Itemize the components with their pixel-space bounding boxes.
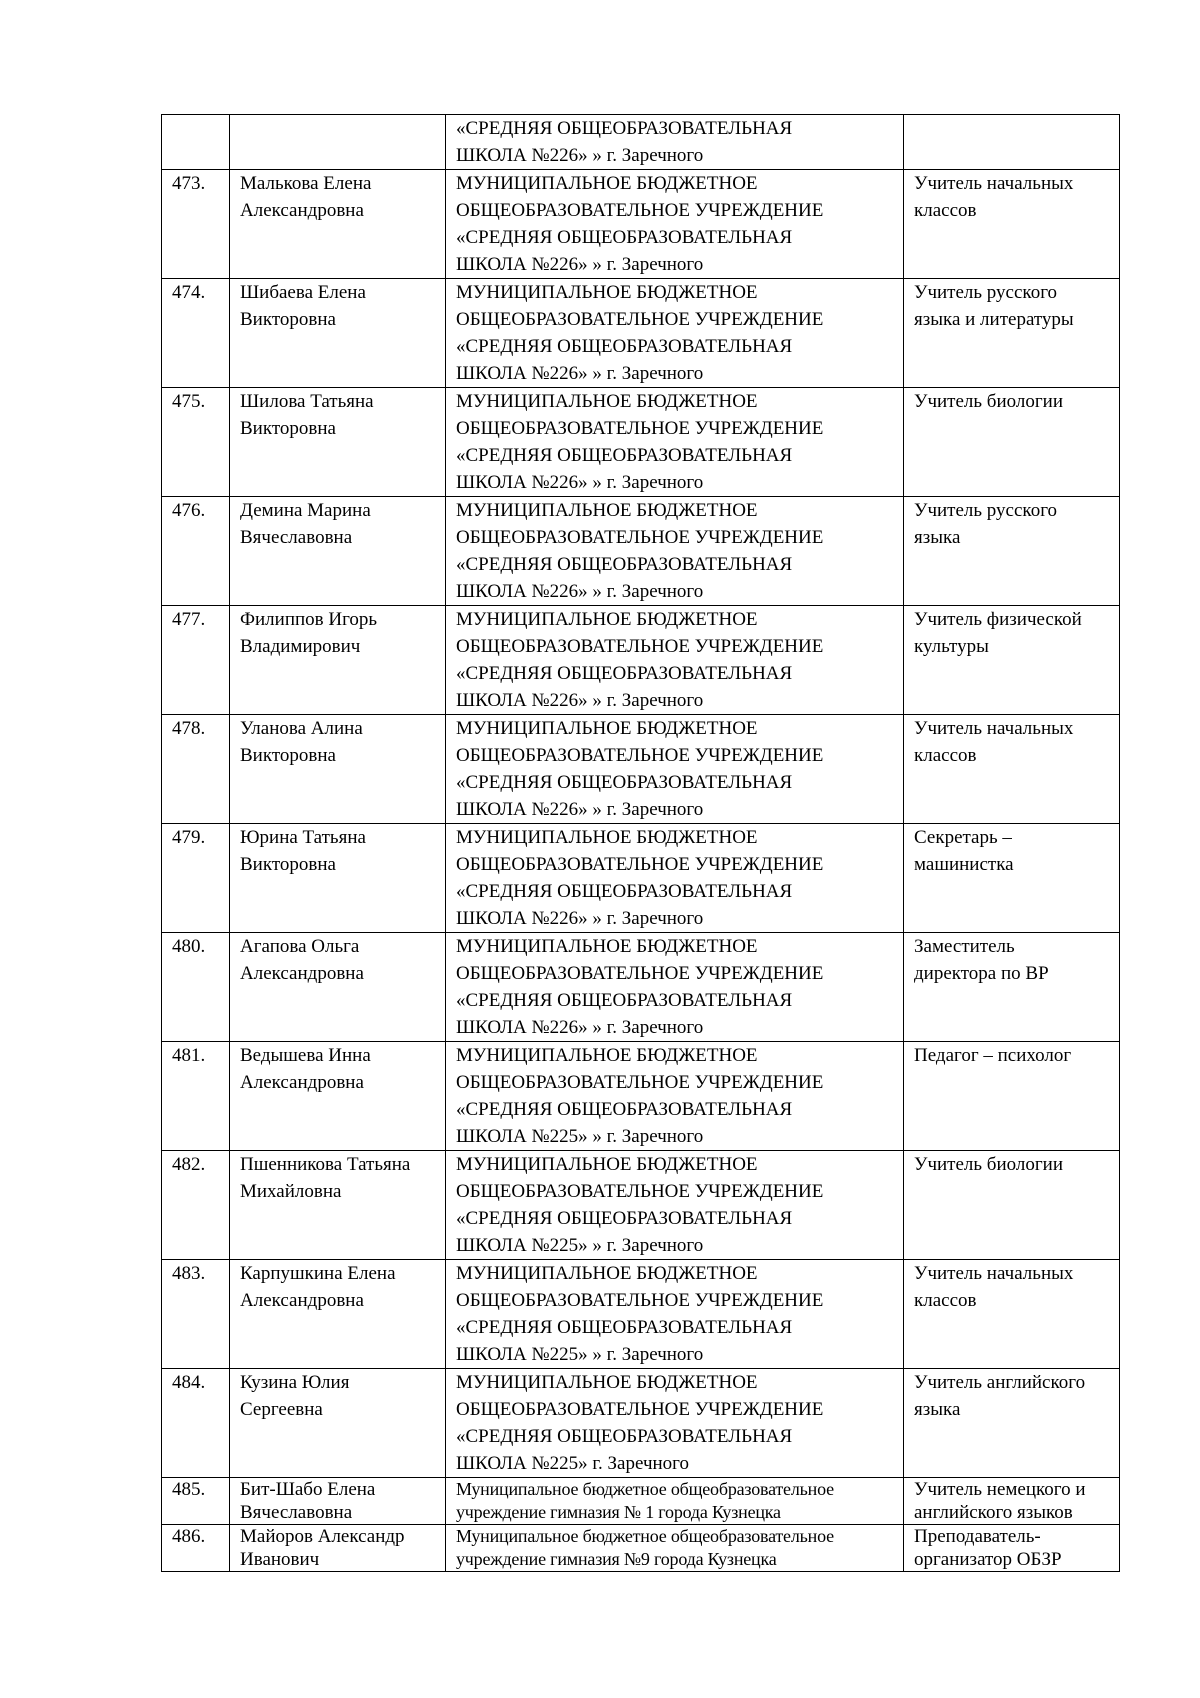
row-number-cell: [162, 933, 230, 1042]
row-number: 477.: [172, 609, 206, 630]
position-line: Заместитель: [914, 936, 1015, 957]
table-row: [162, 933, 1120, 1042]
row-number: 475.: [172, 391, 206, 412]
organization-line: ОБЩЕОБРАЗОВАТЕЛЬНОЕ УЧРЕЖДЕНИЕ: [456, 418, 824, 439]
name-line: Александровна: [240, 1290, 364, 1311]
position-cell: [904, 388, 1120, 497]
position-line: директора по ВР: [914, 963, 1049, 984]
organization-line: МУНИЦИПАЛЬНОЕ БЮДЖЕТНОЕ: [456, 609, 758, 630]
name-line: Кузина Юлия: [240, 1372, 350, 1393]
position-line: Учитель начальных: [914, 1263, 1074, 1284]
organization-cell: [446, 715, 904, 824]
organization-cell: [446, 1369, 904, 1478]
organization-line: ШКОЛА №226» » г. Заречного: [456, 581, 704, 602]
organization-line: ОБЩЕОБРАЗОВАТЕЛЬНОЕ УЧРЕЖДЕНИЕ: [456, 854, 824, 875]
row-number-cell: [162, 279, 230, 388]
name-cell: [230, 1042, 446, 1151]
row-number-cell: [162, 824, 230, 933]
table-row: [162, 715, 1120, 824]
organization-line: «СРЕДНЯЯ ОБЩЕОБРАЗОВАТЕЛЬНАЯ: [456, 990, 793, 1011]
row-number: 482.: [172, 1154, 206, 1175]
row-number-cell: [162, 1369, 230, 1478]
organization-line: ШКОЛА №226» » г. Заречного: [456, 472, 704, 493]
organization-line: МУНИЦИПАЛЬНОЕ БЮДЖЕТНОЕ: [456, 1372, 758, 1393]
organization-line: ОБЩЕОБРАЗОВАТЕЛЬНОЕ УЧРЕЖДЕНИЕ: [456, 1399, 824, 1420]
row-number-cell: [162, 497, 230, 606]
position-cell: [904, 1042, 1120, 1151]
organization-cell: [446, 1478, 904, 1525]
position-line: Учитель английского: [914, 1372, 1086, 1393]
table-row: [162, 606, 1120, 715]
table-row: [162, 388, 1120, 497]
organization-line: «СРЕДНЯЯ ОБЩЕОБРАЗОВАТЕЛЬНАЯ: [456, 554, 793, 575]
row-number-cell: [162, 1042, 230, 1151]
row-number-cell: [162, 606, 230, 715]
organization-line: ШКОЛА №226» » г. Заречного: [456, 690, 704, 711]
position-line: языка: [914, 1399, 961, 1420]
organization-cell: [446, 115, 904, 170]
organization-line: ОБЩЕОБРАЗОВАТЕЛЬНОЕ УЧРЕЖДЕНИЕ: [456, 1072, 824, 1093]
row-number-cell: [162, 715, 230, 824]
name-line: Александровна: [240, 963, 364, 984]
name-line: Сергеевна: [240, 1399, 323, 1420]
organization-line: МУНИЦИПАЛЬНОЕ БЮДЖЕТНОЕ: [456, 391, 758, 412]
row-number: 486.: [172, 1526, 206, 1547]
organization-line: «СРЕДНЯЯ ОБЩЕОБРАЗОВАТЕЛЬНАЯ: [456, 118, 793, 139]
name-line: Викторовна: [240, 854, 336, 875]
organization-line: учреждение гимназия № 1 города Кузнецка: [456, 1502, 781, 1522]
name-cell: [230, 1478, 446, 1525]
organization-line: ШКОЛА №225» » г. Заречного: [456, 1235, 704, 1256]
name-cell: [230, 1525, 446, 1572]
row-number: 483.: [172, 1263, 206, 1284]
name-line: Майоров Александр: [240, 1526, 405, 1547]
row-number: 481.: [172, 1045, 206, 1066]
name-cell: [230, 170, 446, 279]
table-row: [162, 1369, 1120, 1478]
position-line: Учитель начальных: [914, 718, 1074, 739]
name-cell: [230, 497, 446, 606]
organization-cell: [446, 279, 904, 388]
name-cell: [230, 606, 446, 715]
name-line: Демина Марина: [240, 500, 371, 521]
position-line: Секретарь –: [914, 827, 1012, 848]
organization-cell: [446, 1151, 904, 1260]
organization-line: МУНИЦИПАЛЬНОЕ БЮДЖЕТНОЕ: [456, 173, 758, 194]
name-cell: [230, 279, 446, 388]
row-number: 484.: [172, 1372, 206, 1393]
position-line: Учитель биологии: [914, 1154, 1064, 1175]
position-line: Учитель русского: [914, 500, 1058, 521]
position-line: языка и литературы: [914, 309, 1074, 330]
position-cell: [904, 715, 1120, 824]
organization-line: МУНИЦИПАЛЬНОЕ БЮДЖЕТНОЕ: [456, 1154, 758, 1175]
organization-line: ШКОЛА №226» » г. Заречного: [456, 145, 704, 166]
row-number-cell: [162, 115, 230, 170]
name-line: Уланова Алина: [240, 718, 363, 739]
position-cell: [904, 606, 1120, 715]
row-number: 485.: [172, 1479, 206, 1500]
position-line: классов: [914, 200, 977, 221]
name-line: Пшенникова Татьяна: [240, 1154, 411, 1175]
position-line: Преподаватель-: [914, 1526, 1041, 1547]
organization-line: ОБЩЕОБРАЗОВАТЕЛЬНОЕ УЧРЕЖДЕНИЕ: [456, 309, 824, 330]
name-cell: [230, 715, 446, 824]
position-cell: [904, 115, 1120, 170]
name-cell: [230, 1369, 446, 1478]
organization-line: МУНИЦИПАЛЬНОЕ БЮДЖЕТНОЕ: [456, 500, 758, 521]
organization-line: ШКОЛА №226» » г. Заречного: [456, 254, 704, 275]
organization-line: «СРЕДНЯЯ ОБЩЕОБРАЗОВАТЕЛЬНАЯ: [456, 772, 793, 793]
staff-table-body: [162, 115, 1120, 1572]
name-line: Бит-Шабо Елена: [240, 1479, 376, 1500]
name-line: Викторовна: [240, 745, 336, 766]
row-number: 480.: [172, 936, 206, 957]
name-line: Агапова Ольга: [240, 936, 360, 957]
name-line: Владимирович: [240, 636, 361, 657]
position-line: Учитель биологии: [914, 391, 1064, 412]
organization-line: ОБЩЕОБРАЗОВАТЕЛЬНОЕ УЧРЕЖДЕНИЕ: [456, 963, 824, 984]
organization-line: Муниципальное бюджетное общеобразовательное: [456, 1526, 834, 1546]
name-line: Александровна: [240, 200, 364, 221]
name-cell: [230, 824, 446, 933]
organization-line: «СРЕДНЯЯ ОБЩЕОБРАЗОВАТЕЛЬНАЯ: [456, 881, 793, 902]
name-cell: [230, 388, 446, 497]
position-cell: [904, 497, 1120, 606]
row-number-cell: [162, 170, 230, 279]
organization-line: «СРЕДНЯЯ ОБЩЕОБРАЗОВАТЕЛЬНАЯ: [456, 445, 793, 466]
staff-table: [161, 114, 1120, 1572]
table-row: [162, 1151, 1120, 1260]
organization-line: «СРЕДНЯЯ ОБЩЕОБРАЗОВАТЕЛЬНАЯ: [456, 1426, 793, 1447]
organization-line: ОБЩЕОБРАЗОВАТЕЛЬНОЕ УЧРЕЖДЕНИЕ: [456, 527, 824, 548]
position-line: организатор ОБЗР: [914, 1549, 1062, 1570]
organization-line: ОБЩЕОБРАЗОВАТЕЛЬНОЕ УЧРЕЖДЕНИЕ: [456, 745, 824, 766]
position-line: Учитель начальных: [914, 173, 1074, 194]
position-line: классов: [914, 745, 977, 766]
organization-cell: [446, 170, 904, 279]
name-line: Викторовна: [240, 309, 336, 330]
position-cell: [904, 170, 1120, 279]
organization-line: «СРЕДНЯЯ ОБЩЕОБРАЗОВАТЕЛЬНАЯ: [456, 663, 793, 684]
table-row: [162, 497, 1120, 606]
row-number-cell: [162, 1151, 230, 1260]
organization-line: МУНИЦИПАЛЬНОЕ БЮДЖЕТНОЕ: [456, 936, 758, 957]
name-cell: [230, 1260, 446, 1369]
organization-cell: [446, 497, 904, 606]
organization-line: ОБЩЕОБРАЗОВАТЕЛЬНОЕ УЧРЕЖДЕНИЕ: [456, 1181, 824, 1202]
organization-line: ШКОЛА №225» » г. Заречного: [456, 1126, 704, 1147]
name-cell: [230, 115, 446, 170]
row-number-cell: [162, 1478, 230, 1525]
table-row: [162, 1260, 1120, 1369]
name-line: Иванович: [240, 1549, 320, 1570]
row-number: 479.: [172, 827, 206, 848]
organization-line: ШКОЛА №225» » г. Заречного: [456, 1344, 704, 1365]
organization-line: ШКОЛА №226» » г. Заречного: [456, 1017, 704, 1038]
name-line: Филиппов Игорь: [240, 609, 378, 630]
row-number-cell: [162, 1260, 230, 1369]
position-line: Учитель немецкого и: [914, 1479, 1086, 1500]
name-line: Малькова Елена: [240, 173, 372, 194]
organization-cell: [446, 1260, 904, 1369]
organization-line: «СРЕДНЯЯ ОБЩЕОБРАЗОВАТЕЛЬНАЯ: [456, 1208, 793, 1229]
position-cell: [904, 933, 1120, 1042]
position-line: культуры: [914, 636, 989, 657]
position-cell: [904, 1525, 1120, 1572]
organization-line: Муниципальное бюджетное общеобразовательное: [456, 1479, 834, 1499]
organization-line: ШКОЛА №226» » г. Заречного: [456, 908, 704, 929]
organization-cell: [446, 1042, 904, 1151]
table-row: [162, 1042, 1120, 1151]
organization-line: МУНИЦИПАЛЬНОЕ БЮДЖЕТНОЕ: [456, 718, 758, 739]
position-cell: [904, 1369, 1120, 1478]
organization-cell: [446, 824, 904, 933]
organization-line: «СРЕДНЯЯ ОБЩЕОБРАЗОВАТЕЛЬНАЯ: [456, 1317, 793, 1338]
name-line: Михайловна: [240, 1181, 342, 1202]
organization-cell: [446, 606, 904, 715]
organization-line: «СРЕДНЯЯ ОБЩЕОБРАЗОВАТЕЛЬНАЯ: [456, 336, 793, 357]
organization-line: МУНИЦИПАЛЬНОЕ БЮДЖЕТНОЕ: [456, 827, 758, 848]
table-row: [162, 1525, 1120, 1572]
organization-line: ШКОЛА №225» г. Заречного: [456, 1453, 689, 1474]
organization-line: МУНИЦИПАЛЬНОЕ БЮДЖЕТНОЕ: [456, 282, 758, 303]
table-row: [162, 824, 1120, 933]
name-line: Викторовна: [240, 418, 336, 439]
name-line: Вячеславовна: [240, 527, 353, 548]
organization-line: ОБЩЕОБРАЗОВАТЕЛЬНОЕ УЧРЕЖДЕНИЕ: [456, 200, 824, 221]
position-cell: [904, 824, 1120, 933]
organization-line: ШКОЛА №226» » г. Заречного: [456, 363, 704, 384]
position-cell: [904, 1260, 1120, 1369]
name-cell: [230, 933, 446, 1042]
name-line: Юрина Татьяна: [240, 827, 366, 848]
position-line: машинистка: [914, 854, 1014, 875]
table-row: [162, 1478, 1120, 1525]
position-line: классов: [914, 1290, 977, 1311]
name-line: Карпушкина Елена: [240, 1263, 396, 1284]
table-row: [162, 115, 1120, 170]
row-number-cell: [162, 1525, 230, 1572]
organization-line: ОБЩЕОБРАЗОВАТЕЛЬНОЕ УЧРЕЖДЕНИЕ: [456, 636, 824, 657]
row-number-cell: [162, 388, 230, 497]
position-cell: [904, 1151, 1120, 1260]
organization-line: МУНИЦИПАЛЬНОЕ БЮДЖЕТНОЕ: [456, 1263, 758, 1284]
organization-cell: [446, 1525, 904, 1572]
name-line: Вячеславовна: [240, 1502, 353, 1523]
row-number: 473.: [172, 173, 206, 194]
row-number: 476.: [172, 500, 206, 521]
name-line: Шилова Татьяна: [240, 391, 374, 412]
table-row: [162, 279, 1120, 388]
position-line: языка: [914, 527, 961, 548]
table-row: [162, 170, 1120, 279]
organization-line: ШКОЛА №226» » г. Заречного: [456, 799, 704, 820]
row-number: 474.: [172, 282, 206, 303]
organization-cell: [446, 388, 904, 497]
position-line: Учитель физической: [914, 609, 1082, 630]
position-cell: [904, 1478, 1120, 1525]
position-line: Педагог – психолог: [914, 1045, 1072, 1066]
position-line: английского языков: [914, 1502, 1073, 1523]
organization-line: «СРЕДНЯЯ ОБЩЕОБРАЗОВАТЕЛЬНАЯ: [456, 227, 793, 248]
position-cell: [904, 279, 1120, 388]
name-line: Александровна: [240, 1072, 364, 1093]
name-cell: [230, 1151, 446, 1260]
organization-line: ОБЩЕОБРАЗОВАТЕЛЬНОЕ УЧРЕЖДЕНИЕ: [456, 1290, 824, 1311]
organization-cell: [446, 933, 904, 1042]
name-line: Ведышева Инна: [240, 1045, 371, 1066]
organization-line: «СРЕДНЯЯ ОБЩЕОБРАЗОВАТЕЛЬНАЯ: [456, 1099, 793, 1120]
organization-line: МУНИЦИПАЛЬНОЕ БЮДЖЕТНОЕ: [456, 1045, 758, 1066]
row-number: 478.: [172, 718, 206, 739]
position-line: Учитель русского: [914, 282, 1058, 303]
name-line: Шибаева Елена: [240, 282, 366, 303]
organization-line: учреждение гимназия №9 города Кузнецка: [456, 1549, 777, 1569]
